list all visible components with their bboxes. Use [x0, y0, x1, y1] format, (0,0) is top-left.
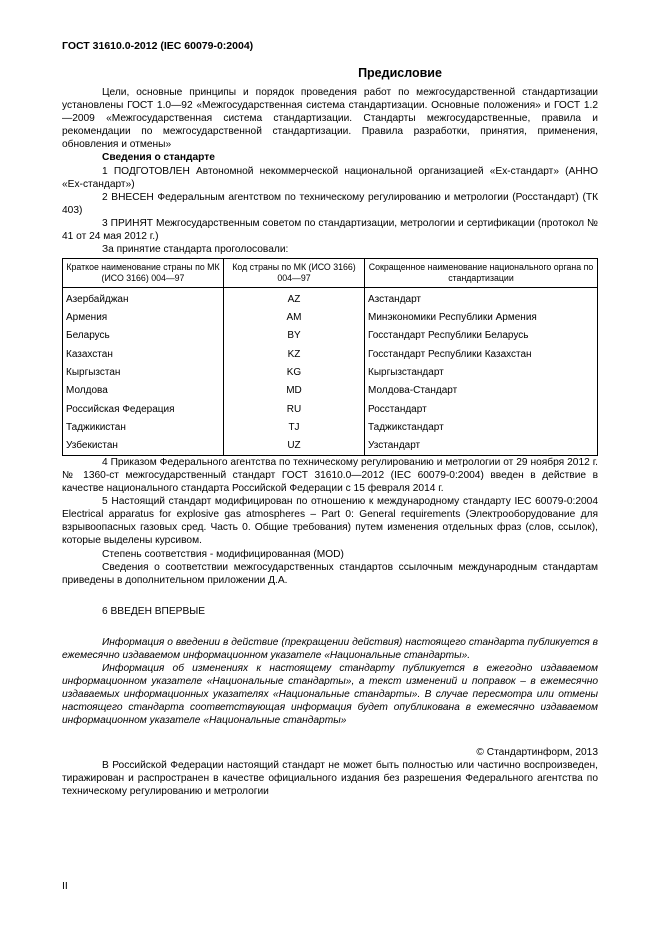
country-code: RU	[224, 400, 365, 418]
standard-header: ГОСТ 31610.0-2012 (IEC 60079-0:2004)	[62, 40, 254, 52]
item-1: 1 ПОДГОТОВЛЕН Автономной некоммерческой национальной организацией «Ех-стандарт» (АННО «Ех-стандарт»)	[62, 165, 598, 190]
table-row	[63, 309, 598, 327]
table-row	[63, 437, 598, 456]
references-note: Сведения о соответствии межгосударственных стандартов ссылочным международным стандартам приведены в дополнительном приложении Д.А.	[62, 561, 598, 586]
foreword-body	[62, 86, 598, 798]
country-code: BY	[224, 327, 365, 345]
country-code: KG	[224, 363, 365, 381]
country-code: AZ	[224, 288, 365, 309]
country-name: Казахстан	[63, 345, 224, 363]
info-heading: Сведения о стандарте	[102, 152, 215, 164]
standards-body: Росстандарт	[365, 400, 598, 418]
item-4: 4 Приказом Федерального агентства по техническому регулированию и метрологии от 29 ноября 2012 г. № 1360-ст межгосударственный стандарт ГОСТ 31610.0—2012 (IEC 60079-0:2004) введен в действие в качестве национального стандарта Российской Федерации с 15 февраля 2014 г.	[62, 456, 598, 495]
notice-paragraph-1: Информация о введении в действие (прекращении действия) настоящего стандарта публикуется в ежемесячно издаваемом информационном указателе «Национальные стандарты».	[62, 636, 598, 662]
country-name: Кыргызстан	[63, 363, 224, 381]
voted-label: За принятие стандарта проголосовали:	[102, 244, 289, 256]
table-row	[63, 418, 598, 436]
item-6: 6 ВВЕДЕН ВПЕРВЫЕ	[102, 605, 206, 617]
standards-body: Азстандарт	[365, 288, 598, 309]
item-2: 2 ВНЕСЕН Федеральным агентством по техническому регулированию и метрологии (Росстандарт) (ТК 403)	[62, 191, 598, 216]
table-row	[63, 382, 598, 400]
page-title: Предисловие	[358, 66, 442, 80]
col-header-body: Сокращенное наименование национального органа по стандартизации	[365, 259, 598, 288]
country-name: Таджикистан	[63, 418, 224, 436]
standards-body: Узстандарт	[365, 437, 598, 456]
countries-table	[62, 258, 598, 456]
table-row	[63, 400, 598, 418]
country-name: Узбекистан	[63, 437, 224, 456]
country-code: KZ	[224, 345, 365, 363]
rights-paragraph: В Российской Федерации настоящий стандарт не может быть полностью или частично воспроизведен, тиражирован и распространен в качестве официального издания без разрешения Федерального агентства по техническому регулированию и метрологии	[62, 759, 598, 797]
country-code: UZ	[224, 437, 365, 456]
country-name: Молдова	[63, 382, 224, 400]
country-name: Беларусь	[63, 327, 224, 345]
item-5: 5 Настоящий стандарт модифицирован по отношению к международному стандарту IEC 60079-0:2004 Electrical apparatus for explosive gas atmospheres – Part 0: General requirements (Электрооборудование для взрывоопасных газовых сред. Часть 0. Общие требования) путем изменения отдельных фраз (слов, ссылок), которые выделены курсивом.	[62, 496, 598, 547]
standards-body: Минэкономики Республики Армения	[365, 309, 598, 327]
country-name: Азербайджан	[63, 288, 224, 309]
standards-body: Госстандарт Республики Беларусь	[365, 327, 598, 345]
standards-body: Кыргызстандарт	[365, 363, 598, 381]
item-3: 3 ПРИНЯТ Межгосударственным советом по стандартизации, метрологии и сертификации (протокол № 41 от 24 мая 2012 г.)	[62, 217, 598, 243]
intro-paragraph: Цели, основные принципы и порядок проведения работ по межгосударственной стандартизации установлены ГОСТ 1.0—92 «Межгосударственная система стандартизации. Основные положения» и ГОСТ 1.2—2009 «Межгосударственная система стандартизации. Стандарты межгосударственные, правила и рекомендации по межгосударственной стандартизации. Правила разработки, принятия, применения, обновления и отмены»	[62, 87, 598, 151]
table-row	[63, 288, 598, 309]
table-header-row	[63, 259, 598, 288]
standards-body: Таджикстандарт	[365, 418, 598, 436]
standards-body: Молдова-Стандарт	[365, 382, 598, 400]
country-code: TJ	[224, 418, 365, 436]
country-name: Российская Федерация	[63, 400, 224, 418]
spacer	[62, 587, 598, 605]
country-code: MD	[224, 382, 365, 400]
col-header-code: Код страны по МК (ИСО 3166) 004—97	[224, 259, 365, 288]
table-row	[63, 363, 598, 381]
table-row	[63, 345, 598, 363]
spacer	[62, 618, 598, 636]
table-row	[63, 327, 598, 345]
copyright-line: © Стандартинформ, 2013	[476, 746, 598, 758]
conformity-degree: Степень соответствия - модифицированная (MOD)	[102, 548, 344, 560]
country-code: AM	[224, 309, 365, 327]
col-header-country: Краткое наименование страны по МК (ИСО 3166) 004—97	[63, 259, 224, 288]
country-name: Армения	[63, 309, 224, 327]
page-number: II	[62, 880, 68, 892]
notice-paragraph-2: Информация об изменениях к настоящему стандарту публикуется в ежегодно издаваемом информационном указателе «Национальные стандарты», а текст изменений и поправок – в ежемесячно издаваемых информационных указателях «Национальные стандарты». В случае пересмотра или отмены настоящего стандарта соответствующая информация будет опубликована в ежемесячно издаваемом информационном указателе «Национальные стандарты»	[62, 663, 598, 727]
standards-body: Госстандарт Республики Казахстан	[365, 345, 598, 363]
